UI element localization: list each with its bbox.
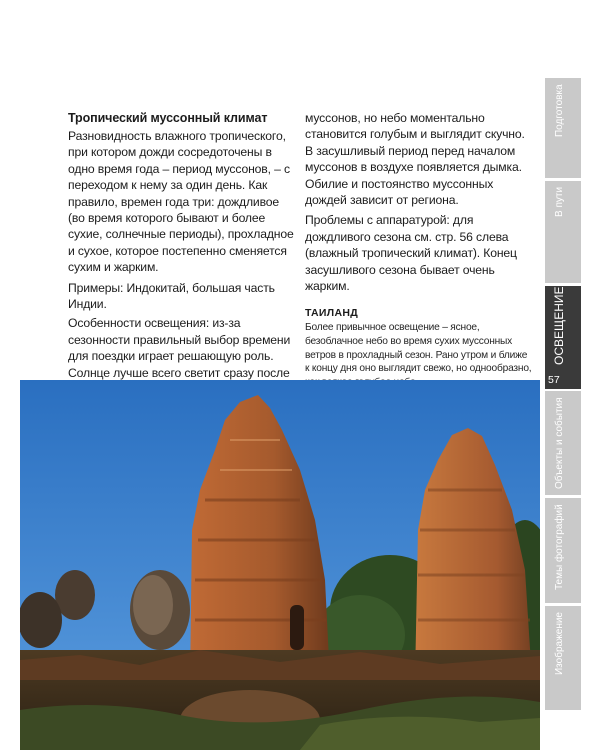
tab-label: Объекты и события [554, 397, 565, 489]
tab-label: Темы фотографий [554, 504, 565, 590]
section-heading: Тропический муссонный климат [68, 111, 268, 125]
paragraph: Разновидность влажного тропического, при котором дожди сосредоточены в одно время года – период муссонов, – с переходом к нему за один день. Как правило, времен года три: дождливое (во время которого бывают и более сухие, солнечные периоды), прохладное и сухое, которое постепенно сменяется сухим и жарким. [68, 129, 294, 275]
photo-caption: Более привычное освещение – ясное, безоблачное небо во время сухих муссонных ветров в прохладный сезон. Рано утром и ближе к концу дня оно выглядит свежо, но однообразно, [305, 322, 532, 375]
tab-on-the-road[interactable] [545, 181, 581, 283]
tab-preparation[interactable] [545, 78, 581, 178]
caption-heading: ТАИЛАНД [305, 307, 358, 320]
right-column [305, 110, 533, 389]
page-number: 57 [545, 371, 581, 389]
tab-label: В пути [554, 187, 565, 218]
paragraph: Особенности освещения: из-за сезонности правильный выбор времени для поездки играет решающую роль. Солнце лучше всего светит сразу после [68, 316, 291, 380]
tab-objects-events[interactable] [545, 391, 581, 495]
tab-label: Изображение [554, 612, 565, 675]
tab-lighting[interactable] [545, 286, 581, 371]
tab-label: ОСВЕЩЕНИЕ [552, 286, 566, 365]
tab-label: Подготовка [554, 84, 565, 137]
paragraph: Примеры: Индокитай, большая часть Индии. [68, 280, 275, 312]
tab-photo-themes[interactable] [545, 498, 581, 603]
paragraph: муссонов, но небо моментально становится голубым и выглядит скучно. В засушливый период перед началом муссонов в воздухе появляется дымка. Обилие и постоянство муссонных дождей зависит от региона. [305, 111, 525, 208]
left-column [68, 110, 296, 385]
temple-photo [20, 380, 540, 750]
paragraph: Проблемы с аппаратурой: для дождливого сезона см. стр. 56 слева (влажный тропический климат). Конец засушливого сезона бывает очень жарким. [305, 213, 517, 294]
tab-image[interactable] [545, 606, 581, 710]
